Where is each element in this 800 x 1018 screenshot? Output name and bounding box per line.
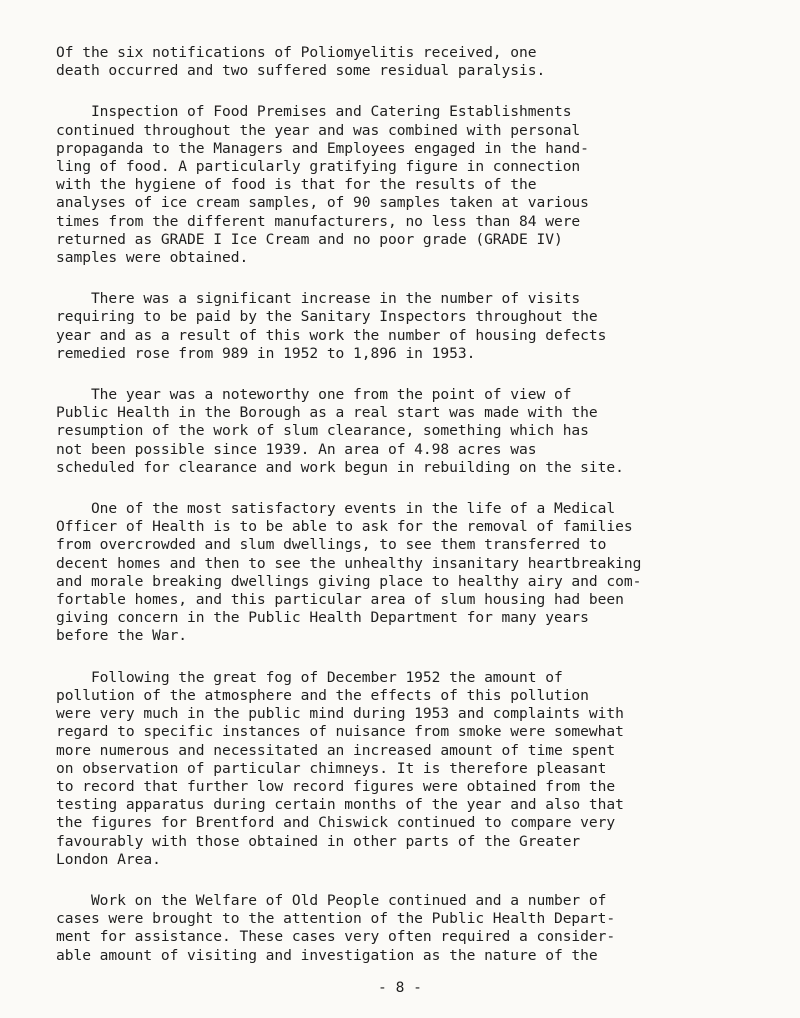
paragraph-3 <box>56 290 738 363</box>
text-line: with the hygiene of food is that for the results of the <box>56 176 537 194</box>
text-line: samples were obtained. <box>56 249 249 267</box>
text-line: London Area. <box>56 850 161 868</box>
body-text <box>56 44 738 965</box>
text-line: Work on the Welfare of Old People continued and a number of <box>56 891 607 909</box>
paragraph-6 <box>56 669 738 869</box>
paragraph-2 <box>56 103 738 267</box>
text-line: decent homes and then to see the unhealthy insanitary heartbreaking <box>56 554 642 572</box>
text-line: and morale breaking dwellings giving place to healthy airy and com- <box>56 572 642 590</box>
page-number: - 8 - <box>378 979 422 996</box>
text-line: resumption of the work of slum clearance, something which has <box>56 422 589 440</box>
text-line: continued throughout the year and was combined with personal <box>56 121 581 139</box>
text-line: propaganda to the Managers and Employees engaged in the hand- <box>56 139 589 157</box>
text-line: the figures for Brentford and Chiswick continued to compare very <box>56 814 616 832</box>
text-line: ment for assistance. These cases very often required a consider- <box>56 928 616 946</box>
text-line: There was a significant increase in the number of visits <box>56 290 581 308</box>
text-line: Inspection of Food Premises and Catering Establishments <box>56 103 572 121</box>
text-line: remedied rose from 989 in 1952 to 1,896 in 1953. <box>56 344 476 362</box>
paragraph-7 <box>56 892 738 965</box>
text-line: Public Health in the Borough as a real start was made with the <box>56 404 598 422</box>
text-line: on observation of particular chimneys. It is therefore pleasant <box>56 759 607 777</box>
text-line: more numerous and necessitated an increased amount of time spent <box>56 741 616 759</box>
text-line: testing apparatus during certain months of the year and also that <box>56 796 624 814</box>
text-line: Officer of Health is to be able to ask for the removal of families <box>56 518 633 536</box>
text-line: year and as a result of this work the number of housing defects <box>56 326 607 344</box>
paragraph-5 <box>56 500 738 646</box>
text-line: requiring to be paid by the Sanitary Inspectors throughout the <box>56 308 598 326</box>
paragraph-1 <box>56 44 738 80</box>
text-line: ling of food. A particularly gratifying figure in connection <box>56 158 581 176</box>
text-line: scheduled for clearance and work begun in rebuilding on the site. <box>56 458 624 476</box>
text-line: returned as GRADE I Ice Cream and no poor grade (GRADE IV) <box>56 230 563 248</box>
text-line: The year was a noteworthy one from the point of view of <box>56 386 572 404</box>
text-line: Following the great fog of December 1952 the amount of <box>56 668 563 686</box>
text-line: were very much in the public mind during 1953 and complaints with <box>56 705 624 723</box>
text-line: favourably with those obtained in other parts of the Greater <box>56 832 581 850</box>
text-line: Of the six notifications of Poliomyelitis received, one <box>56 44 537 61</box>
text-line: times from the different manufacturers, no less than 84 were <box>56 212 581 230</box>
text-line: regard to specific instances of nuisance from smoke were somewhat <box>56 723 624 741</box>
text-line: death occurred and two suffered some residual paralysis. <box>56 62 546 80</box>
text-line: fortable homes, and this particular area of slum housing had been <box>56 591 624 609</box>
text-line: giving concern in the Public Health Department for many years <box>56 609 589 627</box>
text-line: from overcrowded and slum dwellings, to see them transferred to <box>56 536 607 554</box>
text-line: One of the most satisfactory events in the life of a Medical <box>56 500 616 518</box>
text-line: not been possible since 1939. An area of 4.98 acres was <box>56 440 537 458</box>
paragraph-4 <box>56 386 738 477</box>
text-line: analyses of ice cream samples, of 90 samples taken at various <box>56 194 589 212</box>
text-line: before the War. <box>56 627 188 645</box>
text-line: pollution of the atmosphere and the effects of this pollution <box>56 686 589 704</box>
text-line: able amount of visiting and investigation as the nature of the <box>56 946 598 964</box>
text-line: cases were brought to the attention of the Public Health Depart- <box>56 910 616 928</box>
text-line: to record that further low record figures were obtained from the <box>56 777 616 795</box>
